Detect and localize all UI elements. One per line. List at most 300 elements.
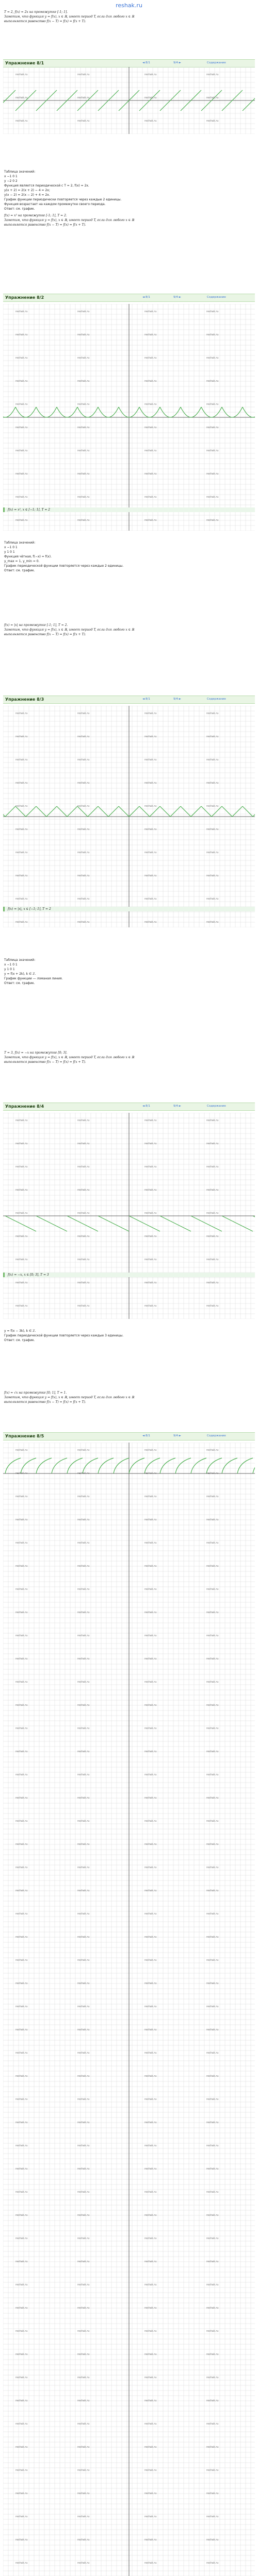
watermark: reshak.ru [206,120,219,123]
watermark: reshak.ru [77,1982,90,1985]
watermark: reshak.ru [15,1611,28,1614]
solution-note: График периодической функции повторяется через каждые 2 единицы. [4,564,124,568]
watermark: reshak.ru [77,921,90,924]
watermark: reshak.ru [15,1657,28,1660]
watermark: reshak.ru [77,2307,90,2310]
watermark: reshak.ru [15,2052,28,2055]
watermark: reshak.ru [144,1212,157,1215]
watermark: reshak.ru [206,1142,219,1145]
watermark: reshak.ru [77,1258,90,1261]
watermark: reshak.ru [144,1281,157,1284]
watermark: reshak.ru [206,1843,219,1846]
watermark: reshak.ru [15,1119,28,1122]
watermark: reshak.ru [77,782,90,785]
watermark: reshak.ru [144,1304,157,1308]
watermark: reshak.ru [15,2144,28,2147]
watermark: reshak.ru [144,1165,157,1168]
watermark: reshak.ru [77,2538,90,2541]
exercise-header [3,696,255,704]
watermark: reshak.ru [77,2353,90,2356]
watermark: reshak.ru [206,1959,219,1962]
solution-note: y = f(x − 3k), k ∈ ℤ. [4,1329,36,1333]
watermark: reshak.ru [15,2283,28,2286]
watermark: reshak.ru [206,828,219,831]
watermark: reshak.ru [206,449,219,452]
watermark: reshak.ru [77,380,90,383]
watermark: reshak.ru [144,1472,157,1475]
watermark: reshak.ru [15,357,28,360]
watermark: reshak.ru [206,1518,219,1521]
watermark: reshak.ru [206,805,219,808]
watermark: reshak.ru [144,2562,157,2565]
watermark: reshak.ru [15,1588,28,1591]
exercise-title: Упражнение 8/1 [5,61,44,65]
watermark: reshak.ru [206,2191,219,2194]
watermark: reshak.ru [206,782,219,785]
nav-next-link[interactable]: 9/4 ► [173,1434,181,1437]
watermark: reshak.ru [15,2307,28,2310]
nav-next-link[interactable]: 9/4 ► [173,296,181,299]
watermark: reshak.ru [15,1912,28,1916]
watermark: reshak.ru [144,96,157,99]
watermark: reshak.ru [144,2469,157,2472]
solution-note: Таблица значений: [4,541,36,545]
watermark: reshak.ru [15,2422,28,2426]
watermark: reshak.ru [144,1518,157,1521]
watermark: reshak.ru [206,357,219,360]
watermark: reshak.ru [15,2028,28,2031]
watermark: reshak.ru [144,805,157,808]
watermark: reshak.ru [77,828,90,831]
intro-text: Заметим, что функция y = f(x), x ∈ ℝ, имеет период T, если для любого x ∈ ℝ [4,218,135,222]
watermark: reshak.ru [77,758,90,761]
watermark: reshak.ru [15,449,28,452]
watermark: reshak.ru [15,897,28,901]
intro-text: f(x) = √x на промежутке [0; 1], T = 1. [4,1391,67,1395]
watermark: reshak.ru [144,2399,157,2402]
watermark: reshak.ru [77,1681,90,1684]
watermark: reshak.ru [144,1189,157,1192]
nav-contents-link[interactable]: Содержание [207,698,226,701]
solution-note: Функция является периодической с T = 2, f(x) = 2x. [4,184,89,188]
site-title[interactable]: reshak.ru [116,2,142,9]
nav-prev-link[interactable]: ◄ 8/1 [142,698,150,701]
solution-note: График функции — ломаная линия. [4,977,63,980]
watermark: reshak.ru [15,1472,28,1475]
watermark: reshak.ru [77,96,90,99]
watermark: reshak.ru [206,1982,219,1985]
watermark: reshak.ru [15,2330,28,2333]
watermark: reshak.ru [77,496,90,499]
watermark: reshak.ru [144,449,157,452]
watermark: reshak.ru [206,2028,219,2031]
watermark: reshak.ru [77,1820,90,1823]
watermark: reshak.ru [77,1212,90,1215]
watermark: reshak.ru [15,2562,28,2565]
nav-contents-link[interactable]: Содержание [207,1105,226,1108]
watermark: reshak.ru [77,1634,90,1637]
watermark: reshak.ru [15,380,28,383]
watermark: reshak.ru [206,1472,219,1475]
watermark: reshak.ru [206,851,219,854]
watermark: reshak.ru [77,333,90,336]
watermark: reshak.ru [77,1119,90,1122]
watermark: reshak.ru [144,851,157,854]
watermark: reshak.ru [206,2399,219,2402]
watermark: reshak.ru [144,897,157,901]
watermark: reshak.ru [77,1565,90,1568]
nav-next-link[interactable]: 9/4 ► [173,1105,181,1108]
watermark: reshak.ru [15,2075,28,2078]
watermark: reshak.ru [144,2515,157,2518]
watermark: reshak.ru [144,758,157,761]
watermark: reshak.ru [15,1142,28,1145]
watermark: reshak.ru [144,1889,157,1892]
intro-text: Заметим, что функция y = f(x), x ∈ ℝ, имеет период T, если для любого x ∈ ℝ [4,15,135,19]
watermark: reshak.ru [15,1936,28,1939]
watermark: reshak.ru [206,1212,219,1215]
function-curve [5,1216,255,1231]
watermark: reshak.ru [206,1681,219,1684]
nav-prev-link[interactable]: ◄ 8/1 [142,296,150,299]
watermark: reshak.ru [77,2028,90,2031]
intro-text: f(x) = x² на промежутке [-1; 1], T = 2. [4,214,67,217]
watermark: reshak.ru [206,2469,219,2472]
watermark: reshak.ru [15,1820,28,1823]
watermark: reshak.ru [15,1866,28,1869]
watermark: reshak.ru [77,874,90,877]
watermark: reshak.ru [15,2098,28,2101]
watermark: reshak.ru [15,1212,28,1215]
watermark: reshak.ru [206,1611,219,1614]
watermark: reshak.ru [144,2214,157,2217]
watermark: reshak.ru [206,1866,219,1869]
watermark: reshak.ru [15,426,28,429]
solution-note: y 1 0 1 [4,968,15,971]
nav-contents-link[interactable]: Содержание [207,296,226,299]
solution-note: x −1 0 1 [4,963,18,967]
watermark: reshak.ru [206,1541,219,1545]
watermark: reshak.ru [144,2098,157,2101]
nav-contents-link[interactable]: Содержание [207,61,226,64]
watermark: reshak.ru [77,1912,90,1916]
watermark: reshak.ru [15,519,28,522]
watermark: reshak.ru [144,2422,157,2426]
watermark: reshak.ru [15,310,28,313]
watermark: reshak.ru [77,2098,90,2101]
watermark: reshak.ru [144,1797,157,1800]
watermark: reshak.ru [206,1304,219,1308]
watermark: reshak.ru [206,472,219,476]
function-graph [3,706,255,927]
watermark: reshak.ru [77,1449,90,1452]
watermark: reshak.ru [206,2307,219,2310]
watermark: reshak.ru [206,2538,219,2541]
watermark: reshak.ru [206,2260,219,2263]
watermark: reshak.ru [15,1727,28,1730]
watermark: reshak.ru [144,2446,157,2449]
watermark: reshak.ru [144,333,157,336]
nav-prev-link[interactable]: ◄ 8/1 [142,61,150,64]
watermark: reshak.ru [77,1889,90,1892]
watermark: reshak.ru [144,1235,157,1238]
watermark: reshak.ru [77,1495,90,1498]
watermark: reshak.ru [77,2422,90,2426]
watermark: reshak.ru [206,1634,219,1637]
watermark: reshak.ru [206,73,219,76]
exercise-title: Упражнение 8/5 [5,1434,44,1438]
watermark: reshak.ru [15,921,28,924]
watermark: reshak.ru [144,921,157,924]
solution-note: Ответ: см. график. [4,981,35,985]
watermark: reshak.ru [206,1773,219,1776]
watermark: reshak.ru [206,2214,219,2217]
watermark: reshak.ru [206,2446,219,2449]
watermark: reshak.ru [77,1959,90,1962]
watermark: reshak.ru [206,1235,219,1238]
watermark: reshak.ru [77,120,90,123]
solution-note: Ответ: см. график. [4,1338,35,1342]
watermark: reshak.ru [15,1889,28,1892]
watermark: reshak.ru [144,1982,157,1985]
watermark: reshak.ru [15,2376,28,2379]
watermark: reshak.ru [77,805,90,808]
watermark: reshak.ru [15,2515,28,2518]
watermark: reshak.ru [15,2446,28,2449]
watermark: reshak.ru [15,1281,28,1284]
watermark: reshak.ru [206,897,219,901]
watermark: reshak.ru [144,2307,157,2310]
watermark: reshak.ru [206,2005,219,2008]
watermark: reshak.ru [144,426,157,429]
solution-note: Таблица значений: [4,958,36,962]
watermark: reshak.ru [77,426,90,429]
watermark: reshak.ru [77,1866,90,1869]
watermark: reshak.ru [144,1634,157,1637]
watermark: reshak.ru [144,1565,157,1568]
watermark: reshak.ru [15,2167,28,2171]
watermark: reshak.ru [77,2121,90,2124]
watermark: reshak.ru [77,1541,90,1545]
solution-note: x −1 0 1 [4,175,18,178]
watermark: reshak.ru [15,1518,28,1521]
watermark: reshak.ru [144,735,157,738]
watermark: reshak.ru [15,1750,28,1753]
watermark: reshak.ru [15,2353,28,2356]
exercise-header [3,294,255,302]
solution-note: Ответ: см. график. [4,569,35,572]
watermark: reshak.ru [144,2052,157,2055]
watermark: reshak.ru [144,2492,157,2495]
watermark: reshak.ru [144,380,157,383]
watermark: reshak.ru [77,2144,90,2147]
watermark: reshak.ru [15,1449,28,1452]
watermark: reshak.ru [77,2376,90,2379]
watermark: reshak.ru [15,1982,28,1985]
exercise-header [3,1432,255,1440]
exercise-header [3,1103,255,1111]
exercise-title: Упражнение 8/2 [5,295,44,300]
intro-text: выполняется равенство f(x − T) = f(x) = f(x + T). [4,633,86,636]
watermark: reshak.ru [77,2446,90,2449]
watermark: reshak.ru [77,2191,90,2194]
watermark: reshak.ru [144,1704,157,1707]
watermark: reshak.ru [77,2330,90,2333]
watermark: reshak.ru [144,73,157,76]
watermark: reshak.ru [144,1449,157,1452]
watermark: reshak.ru [206,1189,219,1192]
nav-next-link[interactable]: 9/4 ► [173,698,181,701]
intro-text: выполняется равенство f(x − T) = f(x) = f(x + T). [4,20,86,23]
watermark: reshak.ru [15,1304,28,1308]
watermark: reshak.ru [144,712,157,715]
watermark: reshak.ru [77,1165,90,1168]
watermark: reshak.ru [15,2121,28,2124]
watermark: reshak.ru [206,2515,219,2518]
nav-prev-link[interactable]: ◄ 8/1 [142,1105,150,1108]
intro-text: Заметим, что функция y = f(x), x ∈ ℝ, имеет период T, если для любого x ∈ ℝ [4,1396,135,1399]
watermark: reshak.ru [77,2052,90,2055]
watermark: reshak.ru [206,2052,219,2055]
watermark: reshak.ru [77,1750,90,1753]
watermark: reshak.ru [206,1258,219,1261]
exercise-title: Упражнение 8/3 [5,697,44,702]
watermark: reshak.ru [144,828,157,831]
watermark: reshak.ru [206,1889,219,1892]
watermark: reshak.ru [144,1750,157,1753]
watermark: reshak.ru [15,758,28,761]
watermark: reshak.ru [77,2283,90,2286]
watermark: reshak.ru [77,310,90,313]
watermark: reshak.ru [206,735,219,738]
watermark: reshak.ru [144,2237,157,2240]
watermark: reshak.ru [15,2260,28,2263]
watermark: reshak.ru [144,2167,157,2171]
watermark: reshak.ru [15,874,28,877]
watermark: reshak.ru [206,2098,219,2101]
watermark: reshak.ru [206,333,219,336]
watermark: reshak.ru [15,2399,28,2402]
watermark: reshak.ru [15,472,28,476]
watermark: reshak.ru [77,2237,90,2240]
watermark: reshak.ru [15,2005,28,2008]
watermark: reshak.ru [206,2237,219,2240]
watermark: reshak.ru [144,2353,157,2356]
answer-box: f(x) = |x|, x ∈ [−1; 1], T = 2 [3,907,255,911]
watermark: reshak.ru [206,2075,219,2078]
watermark: reshak.ru [77,519,90,522]
watermark: reshak.ru [77,1472,90,1475]
watermark: reshak.ru [144,1495,157,1498]
watermark: reshak.ru [15,1541,28,1545]
exercise-title: Упражнение 8/4 [5,1104,44,1109]
watermark: reshak.ru [15,496,28,499]
intro-text: выполняется равенство f(x − T) = f(x) = f(x + T). [4,1400,86,1404]
watermark: reshak.ru [77,1843,90,1846]
watermark: reshak.ru [206,921,219,924]
solution-note: y 1 0 1 [4,550,15,554]
watermark: reshak.ru [144,2075,157,2078]
watermark: reshak.ru [144,1912,157,1916]
watermark: reshak.ru [206,1820,219,1823]
watermark: reshak.ru [144,310,157,313]
watermark: reshak.ru [206,519,219,522]
solution-note: y(x − 2) = 2(x − 2) + 4 = 2x. [4,193,50,197]
watermark: reshak.ru [77,2214,90,2217]
watermark: reshak.ru [206,1588,219,1591]
watermark: reshak.ru [77,1727,90,1730]
watermark: reshak.ru [144,1959,157,1962]
watermark: reshak.ru [15,712,28,715]
watermark: reshak.ru [77,1281,90,1284]
watermark: reshak.ru [77,403,90,406]
watermark: reshak.ru [15,1634,28,1637]
nav-prev-link[interactable]: ◄ 8/1 [142,1434,150,1437]
watermark: reshak.ru [206,1119,219,1122]
watermark: reshak.ru [206,2353,219,2356]
watermark: reshak.ru [77,1235,90,1238]
function-graph [3,67,255,134]
watermark: reshak.ru [15,2214,28,2217]
watermark: reshak.ru [15,2538,28,2541]
watermark: reshak.ru [77,712,90,715]
watermark: reshak.ru [206,2330,219,2333]
solution-note: Таблица значений: [4,170,36,174]
watermark: reshak.ru [206,96,219,99]
watermark: reshak.ru [144,1866,157,1869]
watermark: reshak.ru [77,1704,90,1707]
watermark: reshak.ru [77,1588,90,1591]
solution-note: y = f(x + 2k), k ∈ ℤ. [4,972,36,976]
intro-text: T = 3, f(x) = −x на промежутке [0; 3]. [4,1051,68,1055]
watermark: reshak.ru [15,1959,28,1962]
watermark: reshak.ru [206,2492,219,2495]
intro-text: T = 2, f(x) = 2x на промежутке [-1; 1]. [4,10,68,14]
watermark: reshak.ru [77,1773,90,1776]
watermark: reshak.ru [15,1189,28,1192]
watermark: reshak.ru [15,782,28,785]
solution-note: x −1 0 1 [4,546,18,549]
watermark: reshak.ru [144,1681,157,1684]
nav-next-link[interactable]: 9/4 ► [173,61,181,64]
watermark: reshak.ru [144,1773,157,1776]
watermark: reshak.ru [206,1449,219,1452]
watermark: reshak.ru [15,1681,28,1684]
watermark: reshak.ru [77,472,90,476]
watermark: reshak.ru [144,1142,157,1145]
intro-text: выполняется равенство f(x − T) = f(x) = f(x + T). [4,223,86,227]
watermark: reshak.ru [206,403,219,406]
watermark: reshak.ru [144,403,157,406]
watermark: reshak.ru [144,1588,157,1591]
nav-contents-link[interactable]: Содержание [207,1434,226,1437]
watermark: reshak.ru [206,1704,219,1707]
watermark: reshak.ru [206,1165,219,1168]
watermark: reshak.ru [144,496,157,499]
watermark: reshak.ru [15,1165,28,1168]
watermark: reshak.ru [77,2399,90,2402]
watermark: reshak.ru [206,2283,219,2286]
watermark: reshak.ru [144,2191,157,2194]
watermark: reshak.ru [144,1820,157,1823]
watermark: reshak.ru [15,1258,28,1261]
watermark: reshak.ru [206,1565,219,1568]
watermark: reshak.ru [77,2075,90,2078]
watermark: reshak.ru [15,735,28,738]
watermark: reshak.ru [144,782,157,785]
watermark: reshak.ru [144,2028,157,2031]
solution-note: График функции периодически повторяется через каждые 2 единицы. [4,198,122,201]
